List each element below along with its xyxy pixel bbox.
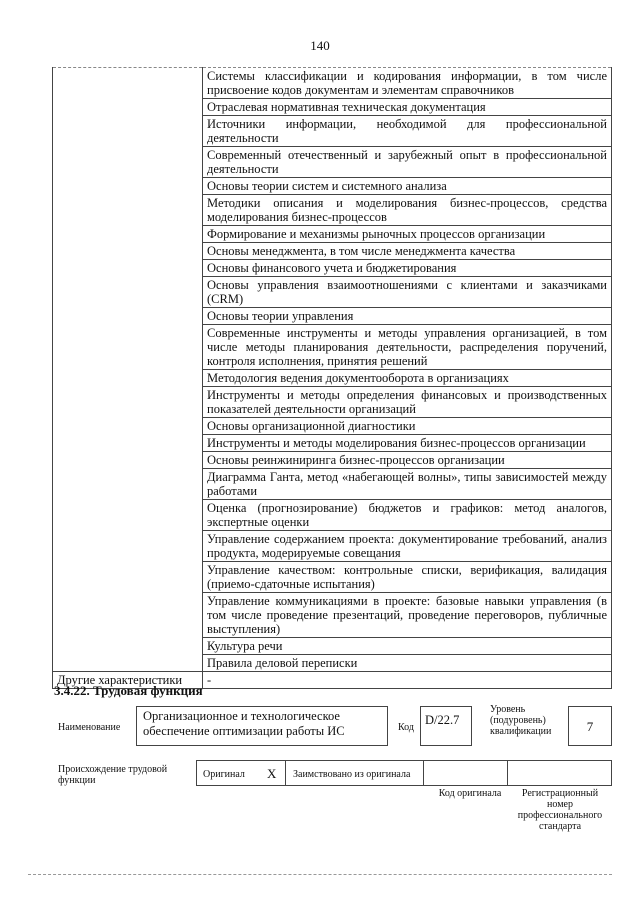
requirement-item: Основы менеджмента, в том числе менеджмента качества bbox=[203, 243, 612, 260]
level-value: 7 bbox=[568, 706, 612, 746]
original-label: Оригинал bbox=[203, 769, 245, 780]
requirement-item: Методология ведения документооборота в организациях bbox=[203, 370, 612, 387]
divider bbox=[507, 761, 508, 785]
left-empty-cell bbox=[53, 68, 203, 672]
requirement-item: Современный отечественный и зарубежный опыт в профессиональной деятельности bbox=[203, 147, 612, 178]
level-label: Уровень (подуровень) квалификации bbox=[490, 704, 552, 737]
reg-caption: Регистрационный номер профессионального стандарта bbox=[517, 788, 603, 832]
divider bbox=[285, 761, 286, 785]
code-value: D/22.7 bbox=[420, 706, 472, 746]
requirement-item: Основы управления взаимоотношениями с клиентами и заказчиками (CRM) bbox=[203, 277, 612, 308]
requirement-item: Методики описания и моделирования бизнес-процессов, средства моделирования бизнес-процессов bbox=[203, 195, 612, 226]
requirement-item: Отраслевая нормативная техническая документация bbox=[203, 99, 612, 116]
requirement-item: Современные инструменты и методы управления организацией, в том числе методы планирования деятельности, распределения поручений, контроля исполнения, принятия решений bbox=[203, 325, 612, 370]
origin-row bbox=[196, 760, 612, 786]
requirement-item: Инструменты и методы моделирования бизнес-процессов организации bbox=[203, 435, 612, 452]
name-value: Организационное и технологическое обеспечение оптимизации работы ИС bbox=[136, 706, 388, 746]
page-number: 140 bbox=[310, 38, 330, 53]
requirements-table bbox=[52, 67, 612, 689]
section-title: 3.4.22. Трудовая функция bbox=[54, 683, 203, 698]
requirement-item: Правила деловой переписки bbox=[203, 655, 612, 672]
requirement-item: Управление содержанием проекта: документирование требований, анализ продукта, модерируемые совещания bbox=[203, 531, 612, 562]
requirement-item: Основы организационной диагностики bbox=[203, 418, 612, 435]
other-characteristics-value: - bbox=[203, 672, 612, 689]
requirement-item: Оценка (прогнозирование) бюджетов и графиков: метод аналогов, экспертные оценки bbox=[203, 500, 612, 531]
code-label: Код bbox=[398, 722, 414, 733]
requirement-item: Основы реинжиниринга бизнес-процессов организации bbox=[203, 452, 612, 469]
requirement-item: Источники информации, необходимой для профессиональной деятельности bbox=[203, 116, 612, 147]
table-row bbox=[53, 68, 612, 99]
original-mark: X bbox=[267, 766, 277, 781]
requirement-item: Формирование и механизмы рыночных процессов организации bbox=[203, 226, 612, 243]
requirement-item: Управление качеством: контрольные списки, верификация, валидация (приемо-сдаточные испытания) bbox=[203, 562, 612, 593]
name-label: Наименование bbox=[58, 722, 121, 733]
requirement-item: Основы теории систем и системного анализа bbox=[203, 178, 612, 195]
code-caption: Код оригинала bbox=[438, 788, 502, 799]
divider bbox=[423, 761, 424, 785]
requirement-item: Диаграмма Ганта, метод «набегающей волны», типы зависимостей между работами bbox=[203, 469, 612, 500]
requirement-item: Основы теории управления bbox=[203, 308, 612, 325]
requirement-item: Основы финансового учета и бюджетирования bbox=[203, 260, 612, 277]
requirement-item: Культура речи bbox=[203, 638, 612, 655]
requirement-item: Управление коммуникациями в проекте: базовые навыки управления (в том числе проведение презентаций, проведение переговоров, публичные выступления) bbox=[203, 593, 612, 638]
bottom-rule bbox=[28, 874, 612, 875]
other-characteristics-label: Другие характеристики bbox=[53, 672, 203, 689]
borrowed-label: Заимствовано из оригинала bbox=[293, 769, 411, 780]
requirement-item: Инструменты и методы определения финансовых и производственных показателей деятельности организаций bbox=[203, 387, 612, 418]
requirement-item: Системы классификации и кодирования информации, в том числе присвоение кодов документам и элементам справочников bbox=[203, 68, 612, 99]
origin-label: Происхождение трудовой функции bbox=[58, 764, 168, 786]
